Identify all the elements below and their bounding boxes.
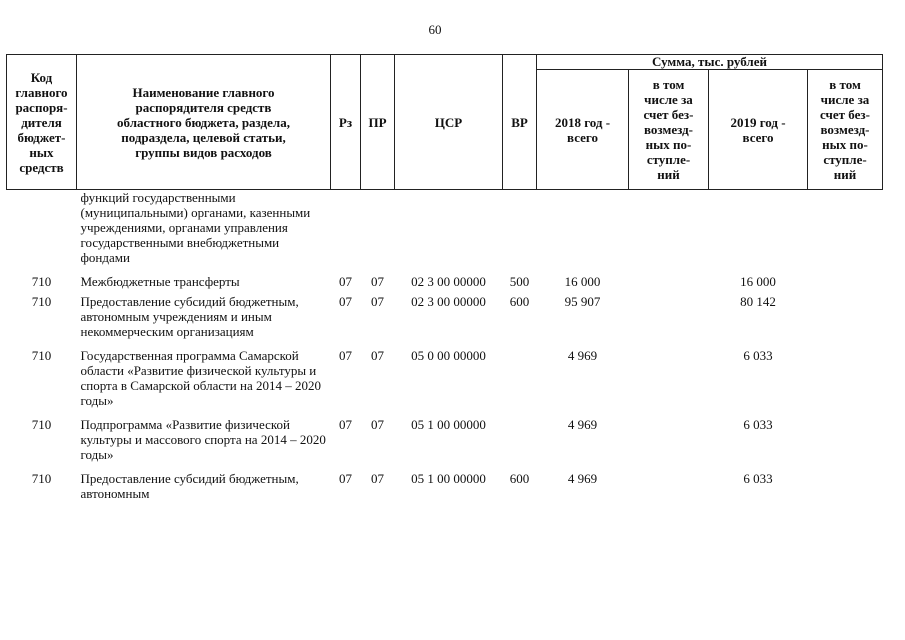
cell-pr: [361, 190, 395, 266]
cell-pr: 07: [371, 348, 384, 363]
header-2018-free: в том числе за счет без- возмезд- ных по- ступле- ний: [629, 70, 709, 190]
cell-name: функций государственными (муниципальными) органами, казенными учреждениями, органами управления государственными внебюджетными фондами: [80, 190, 311, 265]
cell-vr: [503, 417, 537, 462]
cell-2019-free: [808, 348, 883, 408]
cell-vr: [503, 190, 537, 266]
cell-vr: 500: [509, 274, 530, 289]
cell-2019-total: 16 000: [740, 274, 776, 289]
table-row: [7, 471, 883, 501]
cell-2018-total: 4 969: [567, 348, 598, 363]
cell-rz: 07: [339, 348, 352, 363]
cell-code: 710: [31, 274, 52, 289]
cell-csr: 02 3 00 00000: [411, 294, 486, 309]
table-row: [7, 417, 883, 462]
header-code: Код главного распоря- дителя бюджет- ных средств: [7, 55, 77, 190]
cell-name: Государственная программа Самарской области «Развитие физической культуры и спорта в Самарской области на 2014 – 2020 годы»: [80, 348, 321, 408]
header-2019-total: 2019 год - всего: [709, 70, 808, 190]
cell-2018-free: [629, 471, 709, 501]
header-2018-total: 2018 год - всего: [537, 70, 629, 190]
cell-2019-free: [808, 274, 883, 289]
cell-2018-total: 4 969: [567, 471, 598, 486]
cell-2019-free: [808, 190, 883, 266]
cell-2018-free: [629, 274, 709, 289]
cell-pr: 07: [371, 417, 384, 432]
cell-name: Межбюджетные трансферты: [80, 274, 240, 289]
cell-vr: [503, 348, 537, 408]
cell-code: 710: [31, 348, 52, 363]
header-csr: ЦСР: [395, 55, 503, 190]
cell-code: 710: [31, 294, 52, 309]
cell-2019-total: 80 142: [740, 294, 776, 309]
header-name: Наименование главного распорядителя средств областного бюджета, раздела, подраздела, целевой статьи, группы видов расходов: [77, 55, 331, 190]
cell-2018-free: [629, 348, 709, 408]
cell-2018-free: [629, 294, 709, 339]
cell-csr: 05 1 00 00000: [411, 417, 486, 432]
cell-pr: 07: [371, 471, 384, 486]
table-header: [7, 55, 883, 190]
cell-csr: 05 1 00 00000: [411, 471, 486, 486]
cell-pr: 07: [371, 274, 384, 289]
cell-vr: 600: [509, 471, 530, 486]
cell-csr: [395, 190, 503, 266]
header-sum: Сумма, тыс. рублей: [537, 55, 883, 70]
cell-code: 710: [31, 471, 52, 486]
cell-rz: 07: [339, 417, 352, 432]
cell-rz: 07: [339, 274, 352, 289]
cell-name: Предоставление субсидий бюджетным, автономным: [80, 471, 299, 501]
header-rz: Рз: [331, 55, 361, 190]
cell-2019-free: [808, 471, 883, 501]
cell-pr: 07: [371, 294, 384, 309]
cell-2018-total: 95 907: [564, 294, 601, 309]
cell-2018-total: 16 000: [564, 274, 601, 289]
cell-2019-total: 6 033: [743, 417, 773, 432]
header-vr: ВР: [503, 55, 537, 190]
header-pr: ПР: [361, 55, 395, 190]
cell-2018-total: [537, 190, 629, 266]
cell-2019-total: [709, 190, 808, 266]
table-row: [7, 274, 883, 289]
cell-2019-total: 6 033: [743, 348, 773, 363]
cell-csr: 02 3 00 00000: [411, 274, 486, 289]
cell-rz: 07: [339, 294, 352, 309]
budget-table: [6, 54, 883, 501]
cell-vr: 600: [509, 294, 530, 309]
table-row: [7, 348, 883, 408]
cell-2018-free: [629, 190, 709, 266]
table-row: [7, 294, 883, 339]
cell-2018-total: 4 969: [567, 417, 598, 432]
page-number: 60: [428, 22, 442, 37]
cell-code: [7, 190, 77, 266]
cell-csr: 05 0 00 00000: [411, 348, 486, 363]
header-2019-free: в том числе за счет без- возмезд- ных по- ступле- ний: [808, 70, 883, 190]
cell-2019-total: 6 033: [743, 471, 773, 486]
table-row: [7, 190, 883, 266]
cell-2019-free: [808, 294, 883, 339]
cell-rz: [331, 190, 361, 266]
cell-name: Предоставление субсидий бюджетным, автономным учреждениям и иным некоммерческим организациям: [80, 294, 299, 339]
cell-2018-free: [629, 417, 709, 462]
cell-name: Подпрограмма «Развитие физической культуры и массового спорта на 2014 – 2020 годы»: [80, 417, 326, 462]
cell-code: 710: [31, 417, 52, 432]
cell-rz: 07: [339, 471, 352, 486]
cell-2019-free: [808, 417, 883, 462]
